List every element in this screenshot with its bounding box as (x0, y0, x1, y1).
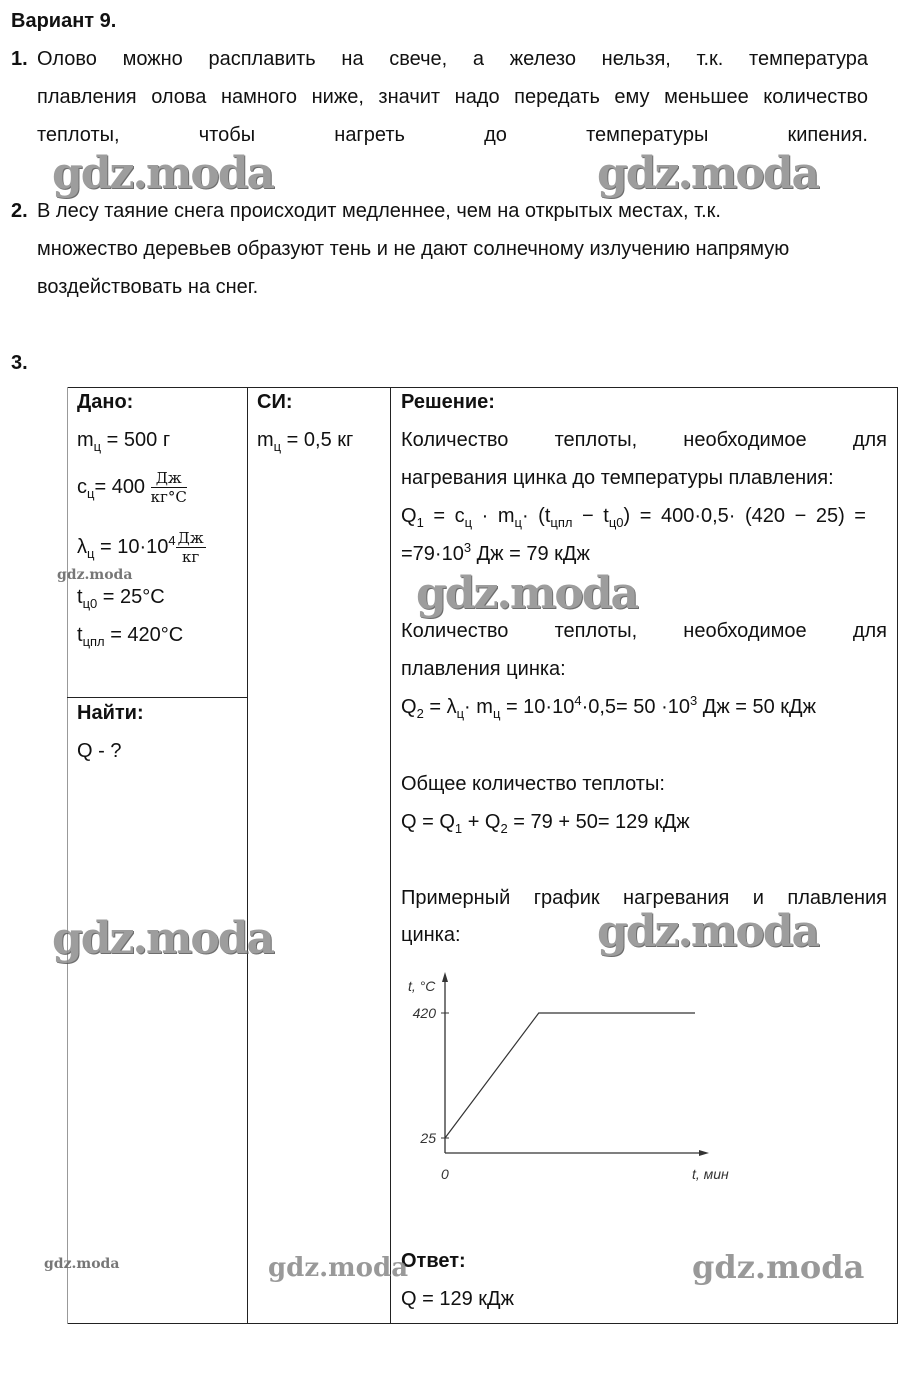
answer-header: Ответ: (401, 1250, 466, 1272)
origin-label: 0 (441, 1166, 449, 1182)
y-tick-label: 25 (420, 1130, 436, 1146)
x-axis-label: t, мин (692, 1166, 729, 1182)
y-axis-arrow-icon (442, 972, 448, 982)
watermark-logo: gdz.moda (52, 913, 274, 964)
given-melting-temp: $t_{цпл} = 420^\circ C$ (77, 624, 184, 649)
y-tick-label: 420 (412, 1005, 436, 1021)
solution-text: Общее количество теплоты: (401, 773, 665, 795)
q2-number: 2. (11, 200, 28, 222)
watermark-logo: gdz.moda (692, 1248, 865, 1286)
formula-q1-result: $=79\cdot 10^3$ Дж = 79 кДж (401, 540, 590, 565)
formula-total: $Q = Q_1 + Q_2 = 79 + 50= 129$ кДж (401, 811, 690, 836)
variant-title: Вариант 9. (11, 10, 117, 32)
watermark-logo: gdz.moda (268, 1253, 409, 1283)
temperature-line (445, 1013, 695, 1138)
solution-text: Количество теплоты, необходимое для (401, 429, 887, 451)
formula-q1: $Q_1 = c_ц \cdot m_ц\cdot (t_{цпл} - t_{ц0}) = 400\cdot 0,5\cdot (420 - 25)$ = (401, 505, 866, 530)
q1-line: плавления олова намного ниже, значит надо передать ему меньшее количество (37, 86, 868, 108)
given-heat-capacity: $c_ц= 400$ $\frac{Дж}{кг^\circ C}$ (77, 469, 187, 507)
solution-text: Примерный график нагревания и плавления (401, 887, 887, 909)
find-header: Найти: (77, 702, 144, 724)
solution-text: плавления цинка: (401, 658, 566, 680)
given-header: Дано: (77, 391, 134, 413)
q2-line: В лесу таяние снега происходит медленнее, чем на открытых местах, т.к. (37, 200, 721, 222)
y-axis-label: t, °C (408, 978, 436, 994)
given-mass: $m_ц = 500$ г (77, 429, 171, 454)
q2-line: множество деревьев образуют тень и не дают солнечному излучению напрямую (37, 238, 790, 260)
solution-text: Количество теплоты, необходимое для (401, 620, 887, 642)
x-axis-arrow-icon (699, 1150, 709, 1156)
find-value: Q - ? (77, 740, 122, 762)
q1-line: Олово можно расплавить на свече, а железо нельзя, т.к. температура (37, 48, 868, 70)
watermark-logo: gdz.moda (597, 906, 819, 957)
watermark-logo: gdz.moda (597, 148, 819, 199)
watermark-logo: gdz.moda (52, 148, 274, 199)
si-header: СИ: (257, 391, 293, 413)
watermark-logo: gdz.moda (57, 567, 133, 583)
q2-line: воздействовать на снег. (37, 276, 259, 298)
given-initial-temp: $t_{ц0} = 25^\circ C$ (77, 586, 165, 611)
si-mass: $m_ц = 0,5$ кг (257, 429, 354, 454)
solution-header: Решение: (401, 391, 495, 413)
watermark-logo: gdz.moda (44, 1256, 120, 1272)
formula-q2: $Q_2 = \lambda_ц\cdot m_ц = 10\cdot 10^4\cdot 0,5= 50 \cdot 10^3$ Дж = 50 кДж (401, 693, 816, 721)
solution-text: нагревания цинка до температуры плавления: (401, 467, 834, 489)
solution-text: цинка: (401, 924, 461, 946)
given-latent-heat: $\lambda_ц = 10\cdot 10^4$ $\frac{Дж}{кг}$ (77, 529, 204, 567)
q3-number: 3. (11, 352, 28, 374)
watermark-logo: gdz.moda (416, 568, 638, 619)
answer-value: Q = 129 кДж (401, 1288, 514, 1310)
q1-number: 1. (11, 48, 28, 70)
q1-line: теплоты, чтобы нагреть до температуры кипения. (37, 124, 868, 146)
